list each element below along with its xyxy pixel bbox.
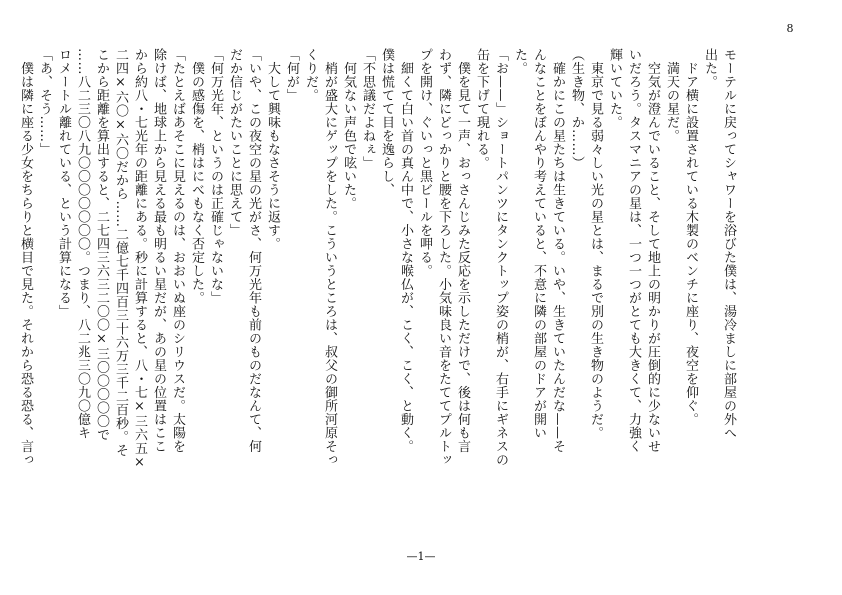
- body-text: [18, 48, 738, 523]
- text-line: 大して興味もなさそうに返す。: [265, 48, 280, 251]
- text-line: （生き物、か……）: [569, 48, 584, 170]
- text-line: 空気が澄んでいること、そして地上の明かりが圧倒的に少ないせ: [645, 48, 660, 453]
- page-number-top: 8: [786, 22, 794, 35]
- text-line: 満天の星だ。: [664, 48, 679, 143]
- text-line: 「いや、この夜空の星の光がさ、何万光年も前のものだなんて、何: [246, 48, 261, 453]
- text-line: モーテルに戻ってシャワーを浴びた僕は、湯冷ましに部屋の外へ: [721, 48, 736, 440]
- page-number-bottom: —1—: [406, 550, 436, 563]
- text-line: 僕の感傷を、梢はにべもなく否定した。: [189, 48, 204, 305]
- text-line: 除けば、地球上から見える最も明るい星だが、あの星の位置はここ: [151, 48, 166, 453]
- text-line: 何気ない声色で呟いた。: [341, 48, 356, 210]
- text-line: 「お——」ショートパンツにタンクトップ姿の梢が、右手にギネスの: [493, 48, 508, 467]
- text-line: 「何万光年、というのは正確じゃないな」: [208, 48, 223, 305]
- text-line: んなことをぼんやり考えていると、不意に隣の部屋のドアが開い: [531, 48, 546, 440]
- text-line: こから距離を算出すると、二七四三六三二〇〇×三〇〇〇〇〇で: [94, 48, 109, 442]
- text-line: 缶を下げて現れる。: [474, 48, 489, 170]
- text-line: から約八・七光年の距離にある。秒に計算すると、八・七×三六五×: [132, 48, 147, 471]
- text-line: 出た。: [702, 48, 717, 89]
- text-line: 梢が盛大にゲップをした。こういうところは、叔父の御所河原そっ: [322, 48, 337, 467]
- text-line: 二四×六〇×六〇だから……二億七千四百三十六万三千二百秒。そ: [113, 48, 128, 457]
- text-line: ドア横に設置されている木製のベンチに座り、夜空を仰ぐ。: [683, 48, 698, 426]
- text-line: くりだ。: [303, 48, 318, 102]
- text-line: わず、隣にどっかりと腰を下ろした。小気味良い音をたててプルトッ: [436, 48, 451, 467]
- text-line: いだろう。タスマニアの星は、一つ一つがとても大きくて、力強く: [626, 48, 641, 453]
- text-line: 「不思議だよねぇ」: [360, 48, 375, 170]
- text-line: 「あ、そう……」: [37, 48, 52, 156]
- text-line: 細くて白い首の真ん中で、小さな喉仏が、こく、こく、と動く。: [398, 48, 413, 453]
- text-line: 「たとえばあそこに見えるのは、おおいぬ座のシリウスだ。太陽を: [170, 48, 185, 453]
- text-line: 僕は隣に座る少女をちらりと横目で見た。それから恐る恐る、言っ: [18, 48, 33, 467]
- text-line: 確かにこの星たちは生きている。いや、生きていたんだな——そ: [550, 48, 565, 453]
- text-line: だか信じがたいことに思えて」: [227, 48, 242, 237]
- text-line: 輝いていた。: [607, 48, 622, 129]
- text-line: ロメートル離れている、という計算になる」: [56, 48, 71, 318]
- text-line: ……八二三〇八九〇〇〇〇〇〇〇。つまり、八二兆三〇九〇億キ: [75, 48, 90, 440]
- text-line: 僕を見て一声、おっさんじみた反応を示しただけで、後は何も言: [455, 48, 470, 453]
- text-line: 僕は慌てて目を逸らし、: [379, 48, 394, 197]
- text-line: た。: [512, 48, 527, 75]
- text-line: プを開け、ぐいっと黒ビールを呷る。: [417, 48, 432, 278]
- text-line: 東京で見る弱々しい光の星とは、まるで別の生き物のようだ。: [588, 48, 603, 440]
- text-line: 「何が」: [284, 48, 299, 102]
